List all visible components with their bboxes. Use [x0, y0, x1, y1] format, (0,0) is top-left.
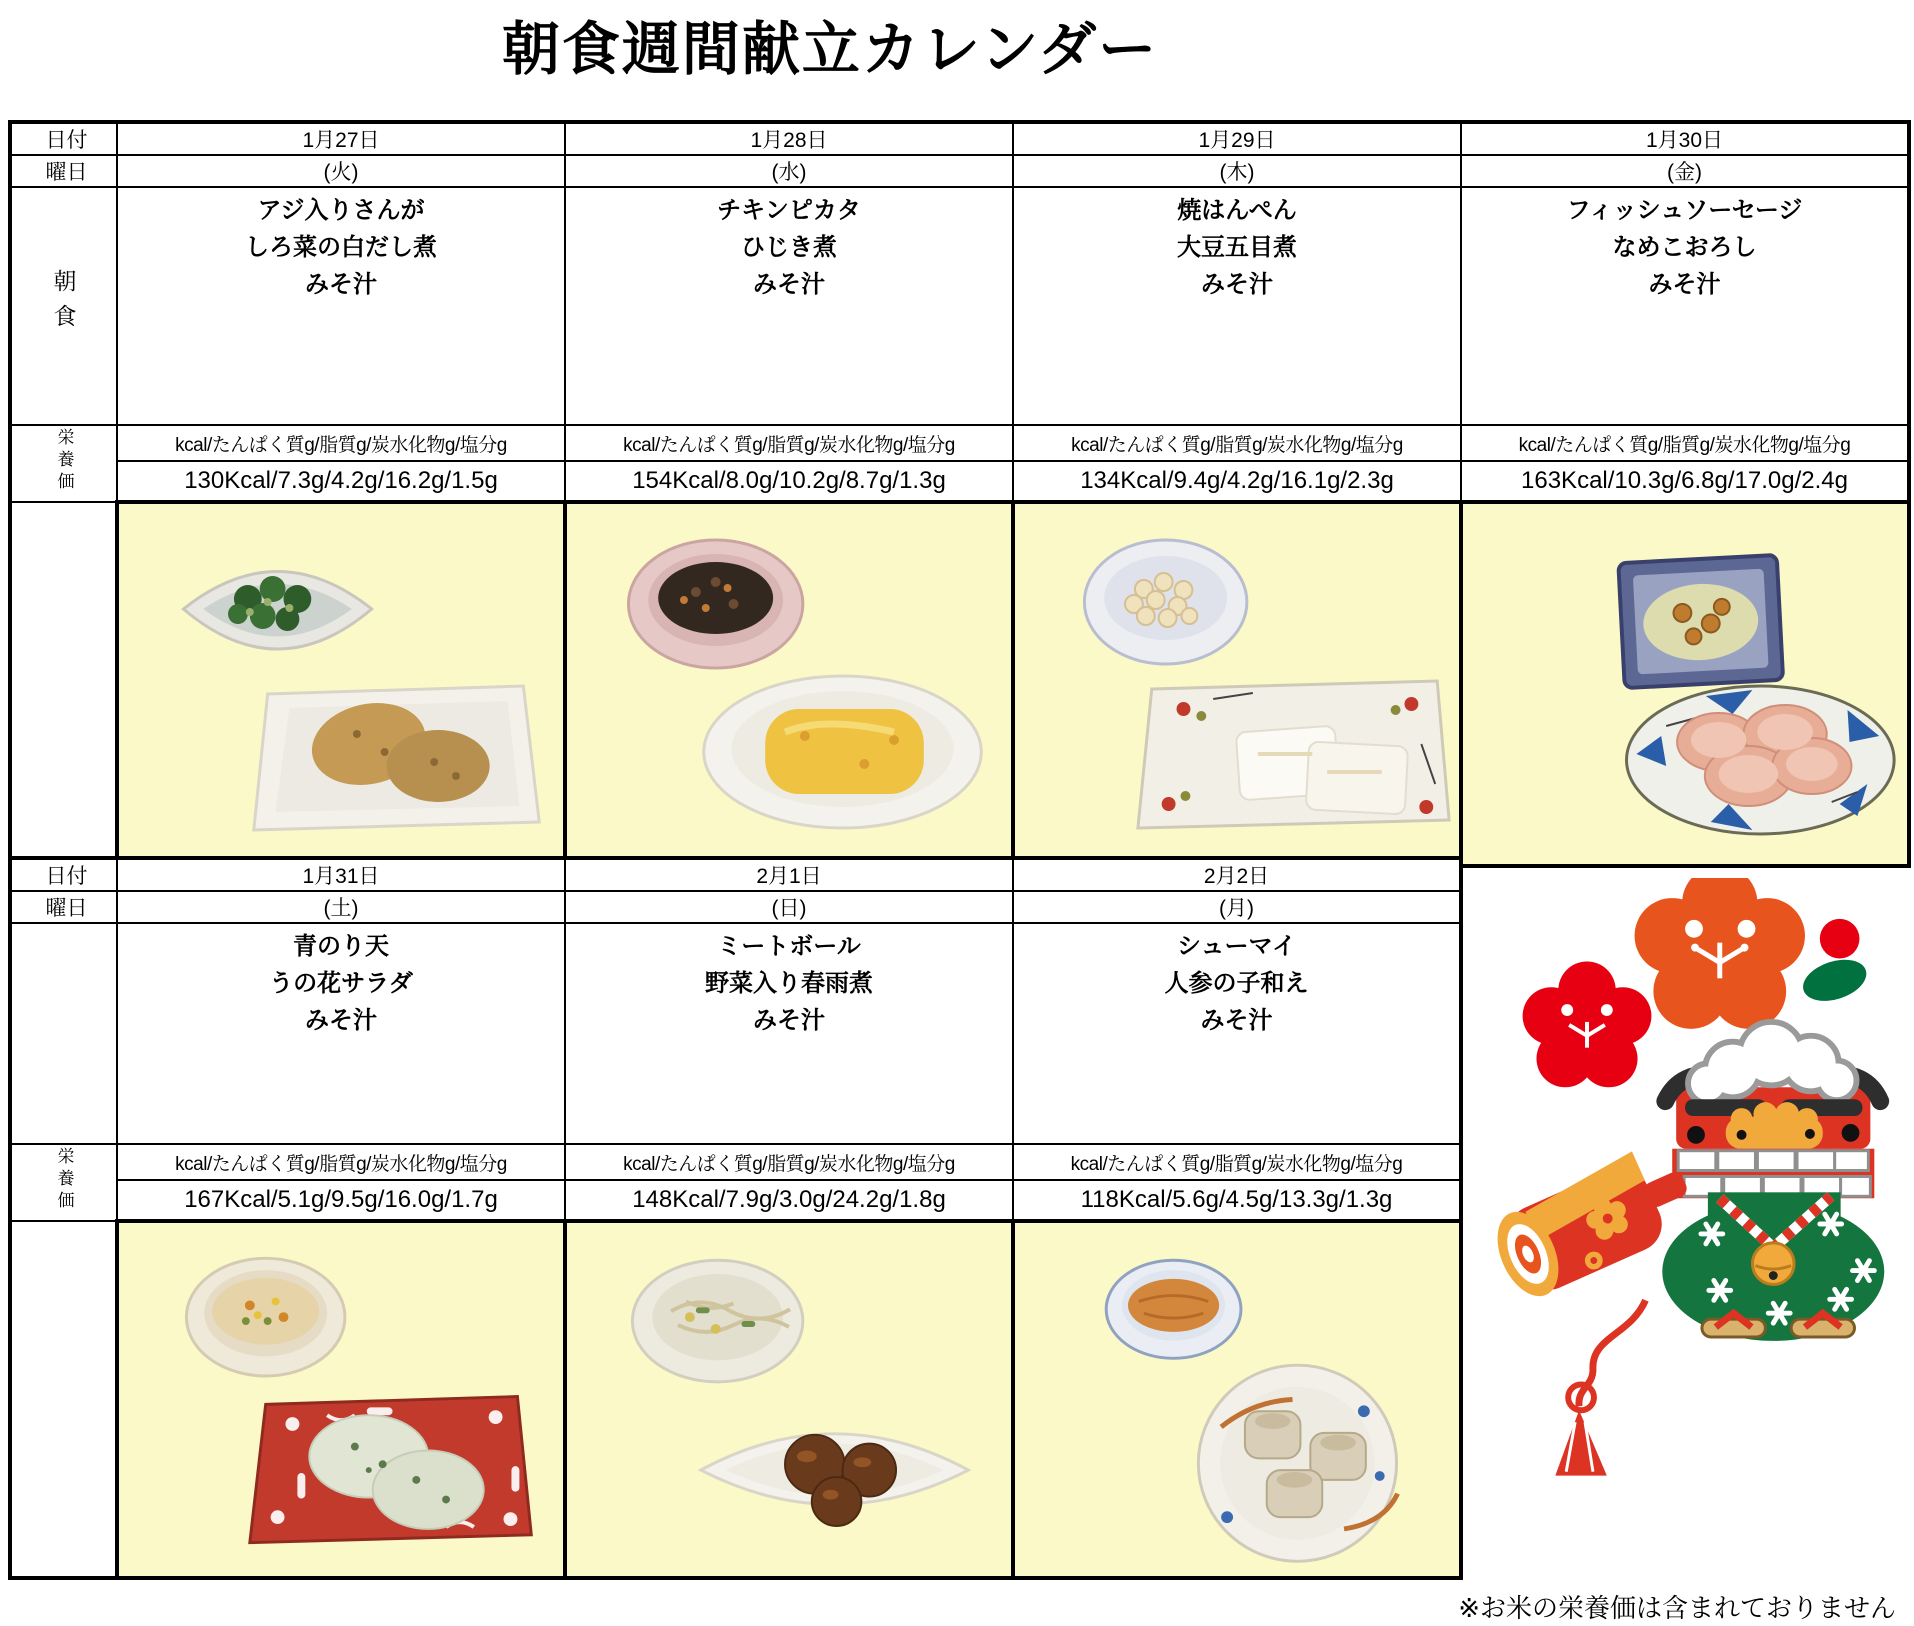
nutrition-header-cell: kcal/たんぱく質g/脂質g/炭水化物g/塩分g: [117, 1144, 565, 1180]
nutrition-header-row: [10, 425, 1909, 461]
food-photo-sanga: [119, 504, 563, 864]
menu-cell: [117, 187, 565, 425]
weekday-cell: (日): [565, 891, 1013, 923]
menu-line: みそ汁: [1200, 1007, 1273, 1034]
nutrition-row-label: [10, 425, 117, 502]
menu-cell: [565, 923, 1013, 1144]
menu-line: ひじき煮: [741, 234, 837, 261]
food-photo-aonori-ten: [119, 1223, 563, 1576]
menu-cell: [565, 187, 1013, 425]
date-row-label: 日付: [10, 858, 117, 891]
photo-cell-0128: [565, 502, 1013, 866]
plum-blossom-large-icon: [1635, 878, 1805, 1029]
date-cell: 1月28日: [565, 122, 1013, 155]
meal-row-label: [10, 187, 117, 425]
menu-row: [10, 923, 1461, 1144]
photo-row: [10, 502, 1909, 866]
photo-cell-0201: [565, 1221, 1013, 1578]
date-cell: 1月29日: [1013, 122, 1461, 155]
nutrition-label-text: 栄養価: [54, 1146, 74, 1213]
photo-cell-0130: [1461, 502, 1909, 866]
menu-line: シューマイ: [1176, 933, 1297, 960]
berry-dot: [1820, 919, 1860, 959]
nutrition-header-cell: kcal/たんぱく質g/脂質g/炭水化物g/塩分g: [1461, 425, 1909, 461]
page-title: 朝食週間献立カレンダー: [501, 17, 1159, 82]
nutrition-header-cell: kcal/たんぱく質g/脂質g/炭水化物g/塩分g: [1013, 425, 1461, 461]
menu-line: みそ汁: [753, 271, 825, 298]
date-cell: 1月27日: [117, 122, 565, 155]
menu-line: みそ汁: [1648, 271, 1721, 298]
rice-nutrition-note: ※お米の栄養価は含まれておりません: [1458, 1593, 1896, 1623]
menu-cell: [1013, 187, 1461, 425]
menu-line: 大豆五目煮: [1177, 234, 1297, 261]
nutrition-header-row: [10, 1144, 1461, 1180]
menu-line: 野菜入り春雨煮: [705, 970, 873, 997]
menu-line: なめこおろし: [1612, 234, 1757, 261]
photo-cell-0129: [1013, 502, 1461, 866]
date-row: [10, 858, 1461, 891]
food-photo-shumai: [1015, 1223, 1459, 1576]
date-cell: 1月30日: [1461, 122, 1909, 155]
menu-line: みそ汁: [1201, 271, 1273, 298]
menu-line: フィッシュソーセージ: [1566, 197, 1803, 224]
nutrition-values-cell: 154Kcal/8.0g/10.2g/8.7g/1.3g: [565, 461, 1013, 502]
week2-table: [8, 856, 1463, 1580]
photo-cell-0202: [1013, 1221, 1461, 1578]
menu-row: [10, 187, 1909, 425]
weekday-cell: (火): [117, 155, 565, 187]
meal-label-text: 朝食: [50, 268, 77, 339]
menu-line: チキンピカタ: [717, 197, 861, 224]
food-photo-hanpen: [1015, 504, 1459, 864]
new-year-illustration: [1482, 878, 1908, 1574]
ox-character: [1662, 1022, 1884, 1341]
leaf-shape: [1798, 952, 1872, 1008]
weekday-row-label: 曜日: [10, 891, 117, 923]
date-cell: 2月1日: [565, 858, 1013, 891]
nutrition-values-cell: 163Kcal/10.3g/6.8g/17.0g/2.4g: [1461, 461, 1909, 502]
nutrition-values-cell: 134Kcal/9.4g/4.2g/16.1g/2.3g: [1013, 461, 1461, 502]
weekday-cell: (月): [1013, 891, 1461, 923]
menu-line: 青のり天: [293, 933, 389, 960]
menu-line: うの花サラダ: [269, 970, 413, 997]
weekday-cell: (水): [565, 155, 1013, 187]
food-photo-fish-sausage: [1463, 504, 1907, 864]
menu-line: アジ入りさんが: [257, 197, 425, 224]
nutrition-header-cell: kcal/たんぱく質g/脂質g/炭水化物g/塩分g: [565, 425, 1013, 461]
food-photo-hijiki: [567, 504, 1011, 864]
nutrition-header-cell: kcal/たんぱく質g/脂質g/炭水化物g/塩分g: [565, 1144, 1013, 1180]
menu-line: 焼はんぺん: [1177, 197, 1297, 224]
nutrition-values-row: [10, 461, 1909, 502]
week1-table: [8, 120, 1911, 868]
menu-line: 人参の子和え: [1164, 970, 1309, 997]
menu-line: みそ汁: [305, 271, 377, 298]
nutrition-header-cell: kcal/たんぱく質g/脂質g/炭水化物g/塩分g: [1013, 1144, 1461, 1180]
nutrition-values-cell: 148Kcal/7.9g/3.0g/24.2g/1.8g: [565, 1180, 1013, 1221]
menu-line: みそ汁: [305, 1007, 377, 1034]
date-row: [10, 122, 1909, 155]
date-row-label: 日付: [10, 122, 117, 155]
menu-line: みそ汁: [753, 1007, 825, 1034]
photo-cell-0131: [117, 1221, 565, 1578]
photo-row: [10, 1221, 1461, 1578]
photo-row-label-empty: [10, 1221, 117, 1578]
weekday-row-label: 曜日: [10, 155, 117, 187]
plum-blossom-small-icon: [1523, 961, 1652, 1087]
meal-row-label-empty: [10, 923, 117, 1144]
weekday-cell: (木): [1013, 155, 1461, 187]
photo-cell-0127: [117, 502, 565, 866]
menu-line: ミートボール: [717, 933, 861, 960]
menu-cell: [1461, 187, 1909, 425]
photo-row-label-empty: [10, 502, 117, 866]
menu-line: しろ菜の白だし煮: [245, 234, 437, 261]
nutrition-values-cell: 130Kcal/7.3g/4.2g/16.2g/1.5g: [117, 461, 565, 502]
date-cell: 2月2日: [1013, 858, 1461, 891]
date-cell: 1月31日: [117, 858, 565, 891]
weekday-cell: (金): [1461, 155, 1909, 187]
weekday-row: [10, 155, 1909, 187]
nutrition-values-cell: 167Kcal/5.1g/9.5g/16.0g/1.7g: [117, 1180, 565, 1221]
nutrition-header-cell: kcal/たんぱく質g/脂質g/炭水化物g/塩分g: [117, 425, 565, 461]
nutrition-values-row: [10, 1180, 1461, 1221]
menu-cell: [1013, 923, 1461, 1144]
weekday-row: [10, 891, 1461, 923]
nutrition-label-text: 栄養価: [54, 427, 74, 494]
weekday-cell: (土): [117, 891, 565, 923]
nutrition-row-label: [10, 1144, 117, 1221]
mallet-icon: [1483, 1137, 1704, 1476]
menu-cell: [117, 923, 565, 1144]
food-photo-meatball: [567, 1223, 1011, 1576]
nutrition-values-cell: 118Kcal/5.6g/4.5g/13.3g/1.3g: [1013, 1180, 1461, 1221]
